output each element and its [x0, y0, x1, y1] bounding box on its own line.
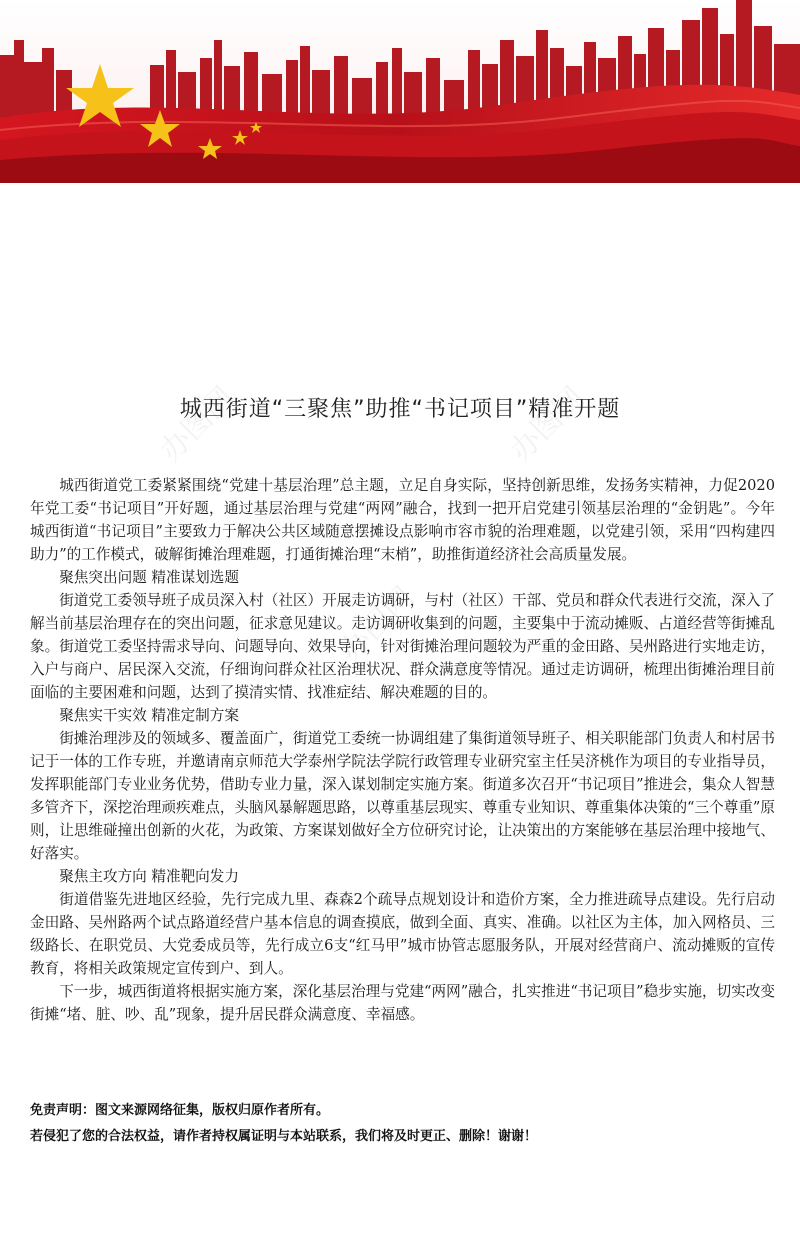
paragraph: 街道借鉴先进地区经验，先行完成九里、森森2个疏导点规划设计和造价方案，全力推进疏导点建设。先行启动金田路、吴州路两个试点路道经营户基本信息的调查摸底，做到全面、真实、准确。以社区为主体，加入网格员、三级路长、在职党员、大党委成员等，先行成立6支“红马甲”城市协管志愿服务队，开展对经营商户、流动摊贩的宣传教育，将相关政策规定宣传到户、到人。 [30, 891, 775, 977]
watermark: 办图网 [503, 380, 592, 469]
section-heading: 聚焦突出问题 精准谋划选题 [59, 569, 239, 586]
article-title: 城西街道“三聚焦”助推“书记项目”精准开题 [179, 397, 621, 422]
watermark: 办图网 [333, 580, 422, 669]
disclaimer-line: 若侵犯了您的合法权益，请作者持权属证明与本站联系，我们将及时更正、删除！谢谢！ [30, 1129, 538, 1144]
header-banner [0, 0, 800, 183]
section-heading: 聚焦实干实效 精准定制方案 [59, 707, 239, 724]
paragraph: 下一步，城西街道将根据实施方案，深化基层治理与党建“两网”融合，扎实推进“书记项目”稳步实施，切实改变街摊“堵、脏、吵、乱”现象，提升居民群众满意度、幸福感。 [30, 983, 775, 1023]
paragraph: 城西街道党工委紧紧围绕“党建十基层治理”总主题，立足自身实际，坚持创新思维，发扬务实精神，力促2020年党工委“书记项目”开好题，通过基层治理与党建“两网”融合，找到一把开启党建引领基层治理的“金钥匙”。今年城西街道“书记项目”主要致力于解决公共区域随意摆摊设点影响市容市貌的治理难题，以党建引领，采用“四构建四助力”的工作模式，破解街摊治理难题，打通街摊治理“末梢”，助推街道经济社会高质量发展。 [30, 477, 775, 563]
paragraph: 街道党工委领导班子成员深入村（社区）开展走访调研，与村（社区）干部、党员和群众代表进行交流，深入了解当前基层治理存在的突出问题，征求意见建议。走访调研收集到的问题，主要集中于流动摊贩、占道经营等街摊乱象。街道党工委坚持需求导向、问题导向、效果导向，针对街摊治理问题较为严重的金田路、吴州路进行实地走访，入户与商户、居民深入交流，仔细询问群众社区治理状况、群众满意度等情况。通过走访调研，梳理出街摊治理目前面临的主要困难和问题，达到了摸清实情、找准症结、解决难题的目的。 [30, 592, 775, 701]
city-skyline-illustration [0, 0, 800, 183]
watermark: 办图网 [153, 380, 242, 469]
article-body [30, 474, 775, 1026]
section-heading: 聚焦主攻方向 精准靶向发力 [59, 868, 239, 885]
disclaimer [30, 1098, 770, 1150]
paragraph: 街摊治理涉及的领域多、覆盖面广，街道党工委统一协调组建了集街道领导班子、相关职能部门负责人和村居书记于一体的工作专班，并邀请南京师范大学泰州学院法学院行政管理专业研究室主任吴济桃作为项目的专业指导员，发挥职能部门专业业务优势，借助专业力量，深入谋划制定实施方案。街道多次召开“书记项目”推进会，集众人智慧多管齐下，深挖治理顽疾难点，头脑风暴解题思路，以尊重基层现实、尊重专业知识、尊重集体决策的“三个尊重”原则，让思维碰撞出创新的火花，为政策、方案谋划做好全方位研究讨论，让决策出的方案能够在基层治理中接地气、好落实。 [30, 730, 775, 862]
disclaimer-line: 免责声明：图文来源网络征集，版权归原作者所有。 [30, 1103, 330, 1118]
